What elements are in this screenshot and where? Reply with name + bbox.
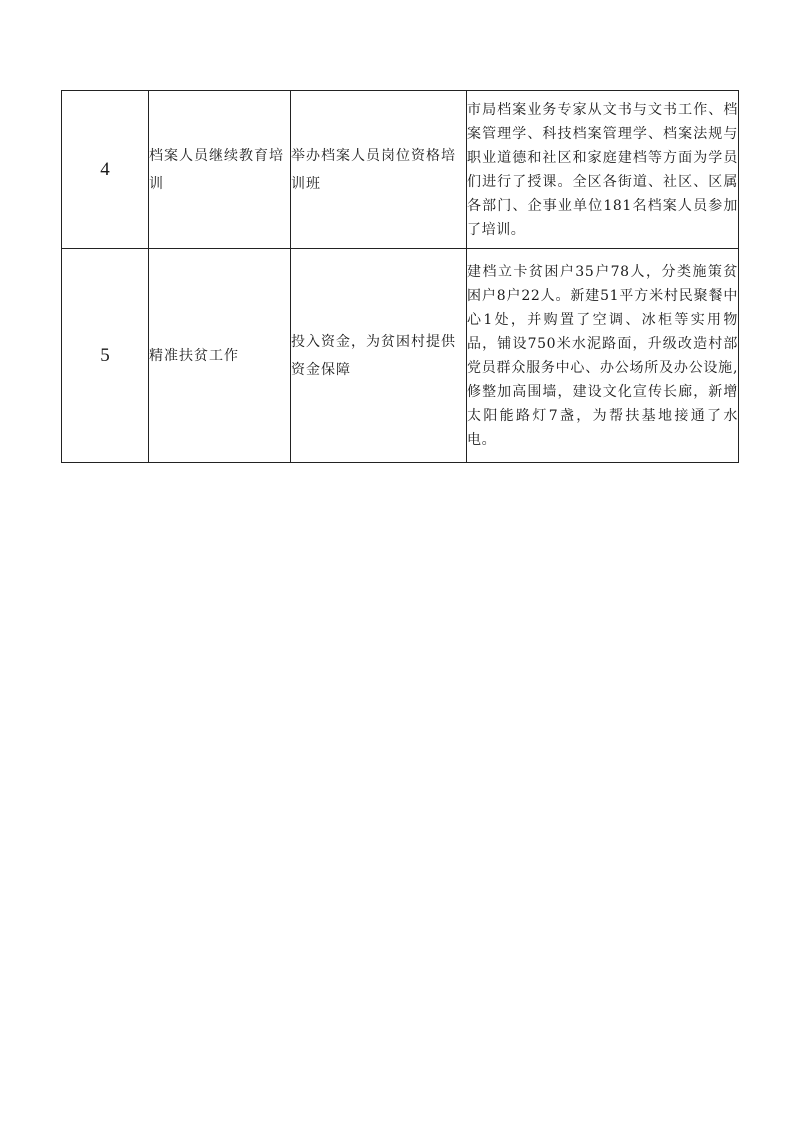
work-measure: 举办档案人员岗位资格培训班	[291, 91, 467, 249]
row-number: 4	[62, 91, 149, 249]
work-item: 精准扶贫工作	[149, 249, 291, 463]
work-result: 建档立卡贫困户35户78人，分类施策贫困户8户22人。新建51平方米村民聚餐中心1处，并购置了空调、冰柜等实用物品，铺设750米水泥路面，升级改造村部党员群众服务中心、办公场所及办公设施,修整加高围墙，建设文化宣传长廊，新增太阳能路灯7盏，为帮扶基地接通了水电。	[467, 249, 739, 463]
work-item: 档案人员继续教育培训	[149, 91, 291, 249]
work-summary-table	[61, 90, 739, 463]
work-result: 市局档案业务专家从文书与文书工作、档案管理学、科技档案管理学、档案法规与职业道德和社区和家庭建档等方面为学员们进行了授课。全区各街道、社区、区属各部门、企事业单位181名档案人员参加了培训。	[467, 91, 739, 249]
row-number: 5	[62, 249, 149, 463]
table-row	[62, 249, 739, 463]
work-measure: 投入资金，为贫困村提供资金保障	[291, 249, 467, 463]
table-row	[62, 91, 739, 249]
